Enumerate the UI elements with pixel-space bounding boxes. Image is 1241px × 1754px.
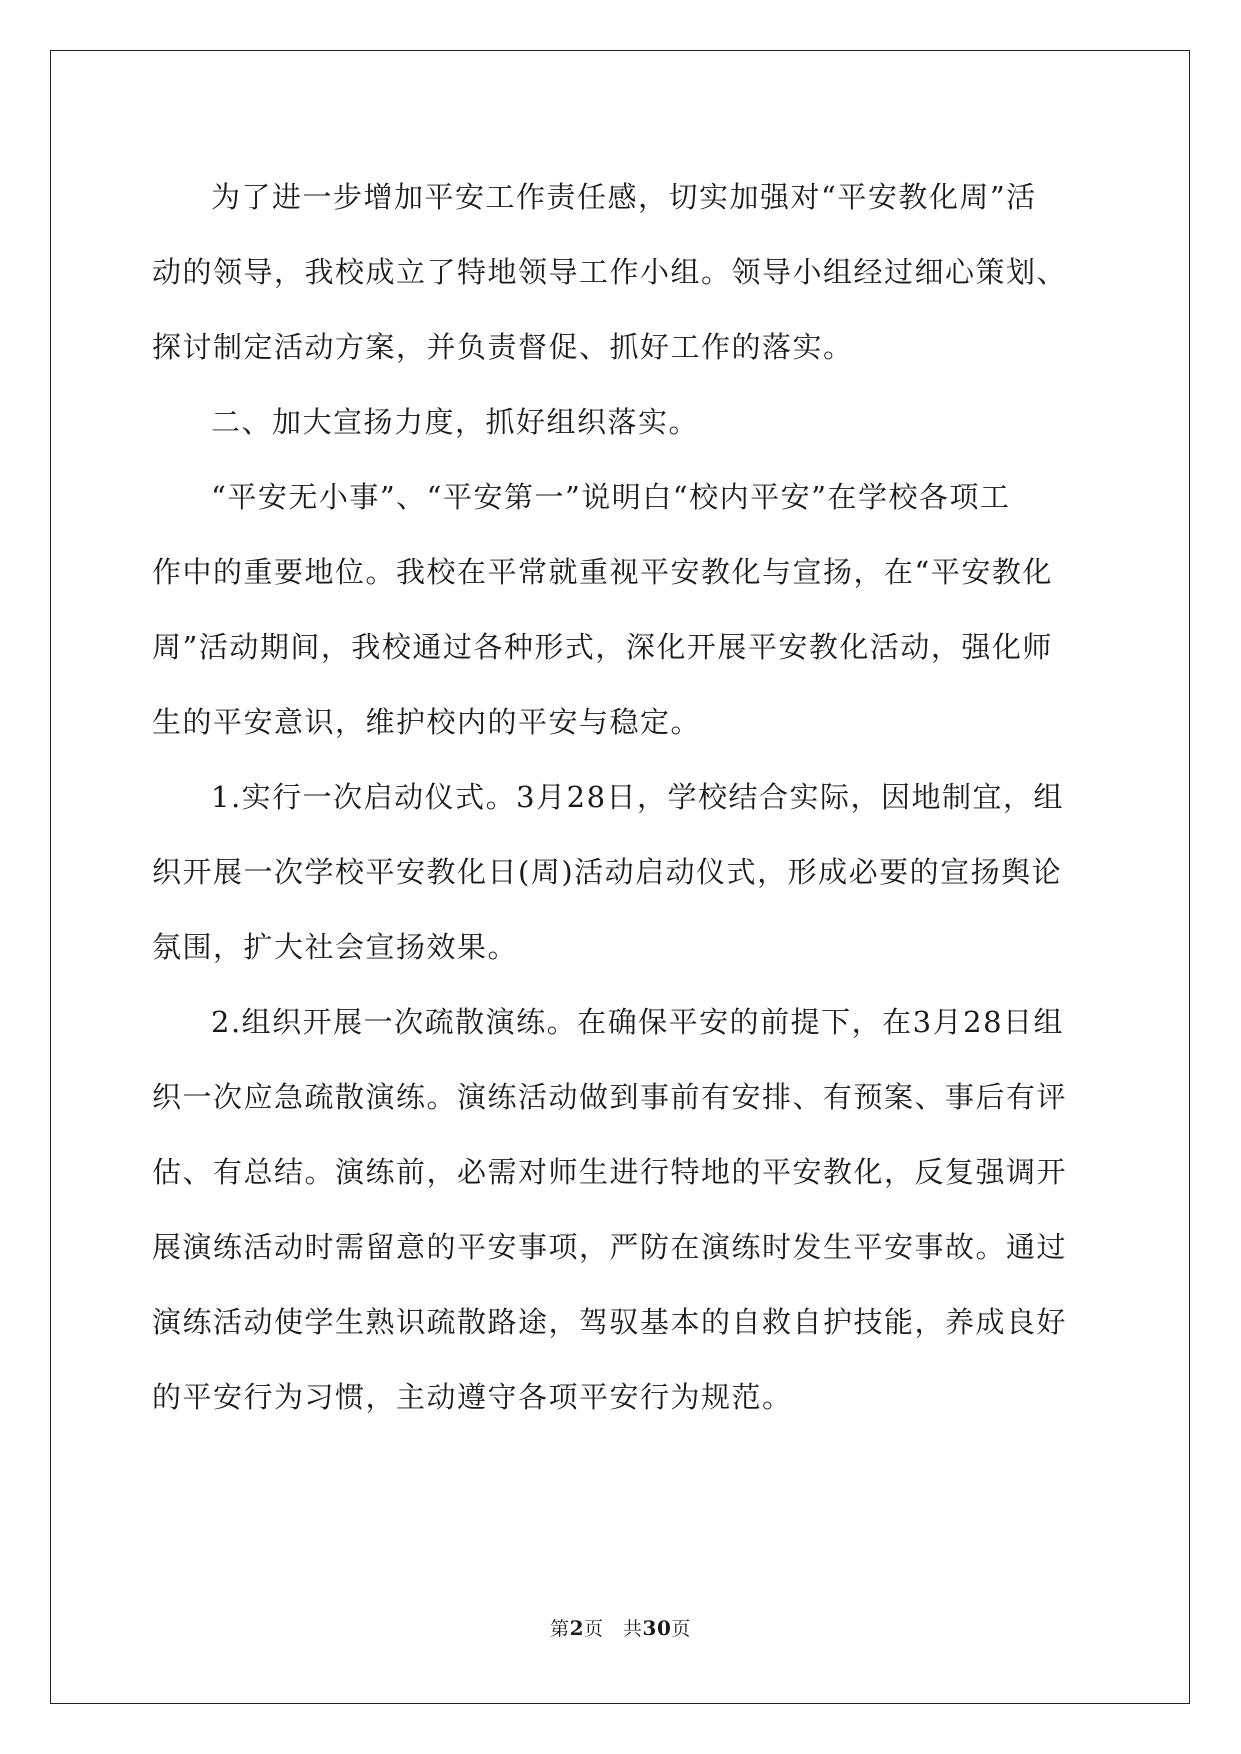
text-line: “平安无小事”、“平安第一”说明白“校内平安”在学校各项工	[211, 480, 1011, 514]
text-line: 探讨制定活动方案，并负责督促、抓好工作的落实。	[152, 330, 854, 364]
paragraph-4	[152, 760, 1092, 985]
page-label-prefix: 第	[550, 1618, 570, 1640]
paragraph-1	[152, 160, 1092, 385]
page-total-number: 30	[642, 1616, 672, 1640]
text-line: 氛围，扩大社会宣扬效果。	[152, 930, 519, 964]
text-line: 织开展一次学校平安教化日(周)活动启动仪式，形成必要的宣扬舆论	[152, 855, 1063, 889]
text-line: 演练活动使学生熟识疏散路途，驾驭基本的自救自护技能，养成良好	[152, 1305, 1068, 1339]
text-line: 周”活动期间，我校通过各种形式，深化开展平安教化活动，强化师	[152, 630, 1053, 664]
page-label-suffix: 页	[671, 1618, 691, 1640]
text-line: 为了进一步增加平安工作责任感，切实加强对“平安教化周”活	[211, 180, 1037, 214]
text-line: 1.实行一次启动仪式。3月28日，学校结合实际，因地制宜，组	[211, 780, 1065, 814]
page-footer	[0, 1614, 1241, 1641]
paragraph-2	[152, 385, 1092, 460]
page-label-mid: 页 共	[584, 1618, 643, 1640]
page-current-number: 2	[569, 1616, 585, 1640]
paragraph-3	[152, 460, 1092, 760]
section-heading: 二、加大宣扬力度，抓好组织落实。	[211, 405, 700, 439]
text-line: 展演练活动时需留意的平安事项，严防在演练时发生平安事故。通过	[152, 1230, 1068, 1264]
text-line: 生的平安意识，维护校内的平安与稳定。	[152, 705, 702, 739]
text-line: 织一次应急疏散演练。演练活动做到事前有安排、有预案、事后有评	[152, 1080, 1068, 1114]
paragraph-5	[152, 985, 1092, 1435]
document-body	[152, 160, 1092, 1435]
text-line: 2.组织开展一次疏散演练。在确保平安的前提下，在3月28日组	[211, 1005, 1065, 1039]
text-line: 估、有总结。演练前，必需对师生进行特地的平安教化，反复强调开	[152, 1155, 1068, 1189]
text-line: 作中的重要地位。我校在平常就重视平安教化与宣扬，在“平安教化	[152, 555, 1053, 589]
text-line: 动的领导，我校成立了特地领导工作小组。领导小组经过细心策划、	[152, 255, 1068, 289]
text-line: 的平安行为习惯，主动遵守各项平安行为规范。	[152, 1380, 793, 1414]
